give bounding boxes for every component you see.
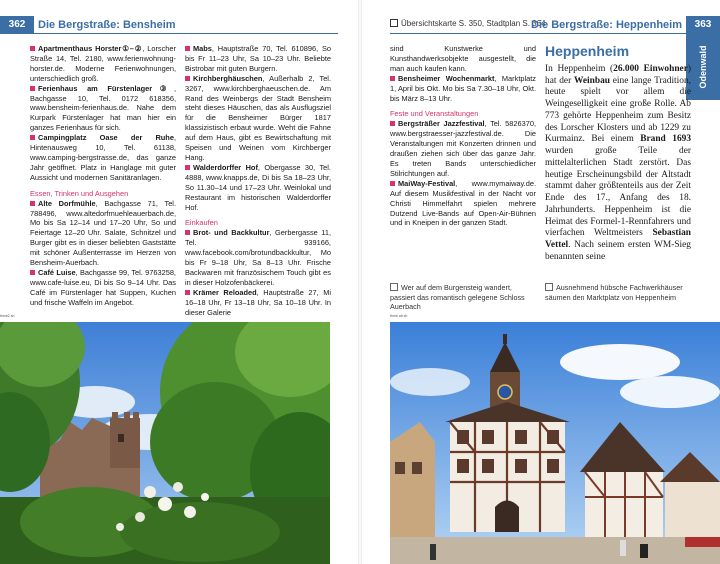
header-rule	[390, 33, 720, 34]
list-item: Alte Dorfmühle, Bachgasse 71, Tel. 788496, www.altedorfmuehleauerbach.de, Mo bis Sa 12–14 und 17–20 Uhr, So und Feiertage 12–20 Uhr. Salate, Schnitzel und Burger gibt es in dieser beliebten Gaststätte mit schöner Außenterrasse im Herzen von Bensheim-Auerbach.	[30, 198, 177, 268]
caption-arrow-icon	[545, 283, 553, 291]
list-item: Ferienhaus am Fürstenlager③, Bachgasse 10, Tel. 0172 618356, www.bensheim-ferienhaus.de. Nahe dem Kurpark Fürstenlager hat man hier ein ganzes Ferienhaus für sich.	[30, 83, 176, 133]
page-number: 362	[0, 16, 34, 34]
list-item: Bergsträßer Jazzfestival, Tel. 5826370, www.bergstraesser-jazzfestival.de. Die Veranstaltungen mit Konzerten drinnen und draußen ziehen sich über das ganze Jahr. Es treten Bands unterschiedlicher Stilrichtungen auf.	[390, 119, 536, 178]
running-head: Die Bergstraße: Heppenheim	[531, 19, 682, 31]
text-column-1	[30, 44, 176, 308]
list-item: Café Luise, Bachgasse 99, Tel. 9763258, www.cafe-luise.eu, Di bis So 9–14 Uhr. Das Café im Fürstenlager hat Suppen, Kuchen und frische Waffeln im Angebot.	[30, 267, 176, 307]
bullet-square-icon	[390, 181, 395, 186]
list-item: Bensheimer Wochenmarkt, Marktplatz 1, April bis Okt. Mo bis Sa 7.30–18 Uhr, Okt. bis März 8–13 Uhr.	[390, 73, 536, 103]
region-tab: Odenwald	[686, 34, 720, 100]
bullet-square-icon	[185, 230, 190, 235]
image-code: thmb ab sh	[390, 314, 408, 318]
article-heading: Heppenheim	[545, 43, 630, 59]
list-item: Walderdorffer Hof, Obergasse 30, Tel. 4888, www.knapps.de, Di bis Sa 18–23 Uhr, So 11.30–14 und 17–23 Uhr. Weinlokal und Restaurant im historischen Walderdorffer Hof.	[185, 162, 331, 212]
running-head: Die Bergstraße: Bensheim	[38, 19, 176, 31]
article-paragraph: In Heppenheim (26.000 Einwohner) hat der Weinbau eine lange Tradition, heute spielt vor allem die Weingeselligkeit eine große Rolle. Ab 773 gehörte Heppenheim zum Besitz des Lorscher Klosters und ab 1229 zu Kurmainz. Bei einem Brand 1693 wurden große Teile der mittelalterlichen Stadt zerstört. Das heutige Erscheinungsbild der Altstadt stammt daher größtenteils aus der Zeit Ende des 17., Anfang des 18. Jahrhunderts. Heppenheim ist die Heimat des Formel-1-Rennfahrers und vierfachen Weltmeisters Sebastian Vettel. Nach seinem ersten WM-Sieg benannten seine	[545, 63, 692, 262]
bullet-square-icon	[185, 290, 190, 295]
list-item: Apartmenthaus Horster①–②, Lorscher Straße 14, Tel. 2180, www.ferienwohnung-horster.de. Moderne Ferienwohnungen, unterschiedlich groß.	[30, 44, 176, 83]
bullet-square-icon	[30, 46, 35, 51]
text-column-3	[390, 44, 536, 228]
bullet-square-icon	[390, 76, 395, 81]
town-square-photo	[390, 322, 720, 564]
caption-arrow-icon	[390, 283, 398, 291]
header-rule	[0, 33, 338, 34]
town-article	[545, 44, 691, 264]
list-item: Kirchberghäuschen, Außerhalb 2, Tel. 3267, www.kirchberghaeuschen.de. Am Rand des Weinbergs der Stadt Bensheim steht dieses Häuschen, das als Ausflugsziel für die Bensheimer Bürger 1817 klassizistisch erbaut wurde. Weht die Fahne auf dem Haus, gibt es Bewirtschaftung mit Speisen und Weinen vom Kirchberger Hang.	[185, 73, 331, 162]
bullet-square-icon	[30, 270, 35, 275]
page-number: 363	[686, 16, 720, 34]
castle-photo	[0, 322, 330, 564]
image-code: thmb2 sh	[0, 314, 15, 318]
bullet-square-icon	[30, 201, 35, 206]
list-item: Krämer Reloaded, Hauptstraße 27, Mi 16–18 Uhr, Fr 13–18 Uhr, Sa 10–18 Uhr. In dieser Galerie	[185, 287, 332, 317]
list-item: Campingplatz Oase der Ruhe, Hintenausweg 10, Tel. 61138, www.camping-bergstrasse.de, das ganze Jahr geöffnet. Platz in Hanglage mit guter Aussicht und modernen Sanitäranlagen.	[30, 133, 176, 182]
map-icon	[390, 19, 398, 27]
photo-caption: Ausnehmend hübsche Fachwerkhäuser säumen den Marktplatz von Heppenheim	[545, 283, 683, 302]
map-reference: Übersichtskarte S. 350, Stadtplan S. 364	[390, 19, 546, 28]
list-item: Mabs, Hauptstraße 70, Tel. 610896, So bis Fr 11–23 Uhr, Sa 10–23 Uhr. Beliebte Bistrobar mit guten Burgern.	[185, 44, 331, 73]
bullet-square-icon	[185, 76, 190, 81]
bullet-square-icon	[185, 165, 190, 170]
text-column-2	[185, 44, 331, 317]
bullet-square-icon	[30, 135, 35, 140]
bullet-square-icon	[390, 121, 395, 126]
list-item: MaiWay-Festival, www.mymaiway.de. Auf diesem Musikfestival in der Nacht vor Christi Himmelfahrt spielen mehrere Dutzend Live-Bands auf Open-Air-Bühnen und in Kneipen in der ganzen Stadt.	[390, 178, 536, 228]
section-heading: Feste und Veranstaltungen	[390, 109, 479, 119]
right-page	[360, 0, 720, 564]
bullet-square-icon	[185, 46, 190, 51]
section-heading: Essen, Trinken und Ausgehen	[30, 188, 129, 198]
bullet-square-icon	[30, 86, 35, 91]
photo-caption: Wer auf dem Burgensteig wandert, passiert das romantisch gelegene Schloss Auerbach	[390, 283, 525, 311]
section-heading: Einkaufen	[185, 218, 218, 228]
list-item: Brot- und Backkultur, Gerbergasse 11, Tel. 939166, www.facebook.com/brotundbackkultur, Mo bis Fr 9–18 Uhr, Sa 8–13 Uhr. Frische Backwaren mit französischem Touch gibt es in dieser Holzofenbäckerei.	[185, 228, 332, 287]
continued-text: sind Kunstwerke und Kunsthandwerksobjekte ausgestellt, die man auch kaufen kann.	[390, 44, 536, 73]
